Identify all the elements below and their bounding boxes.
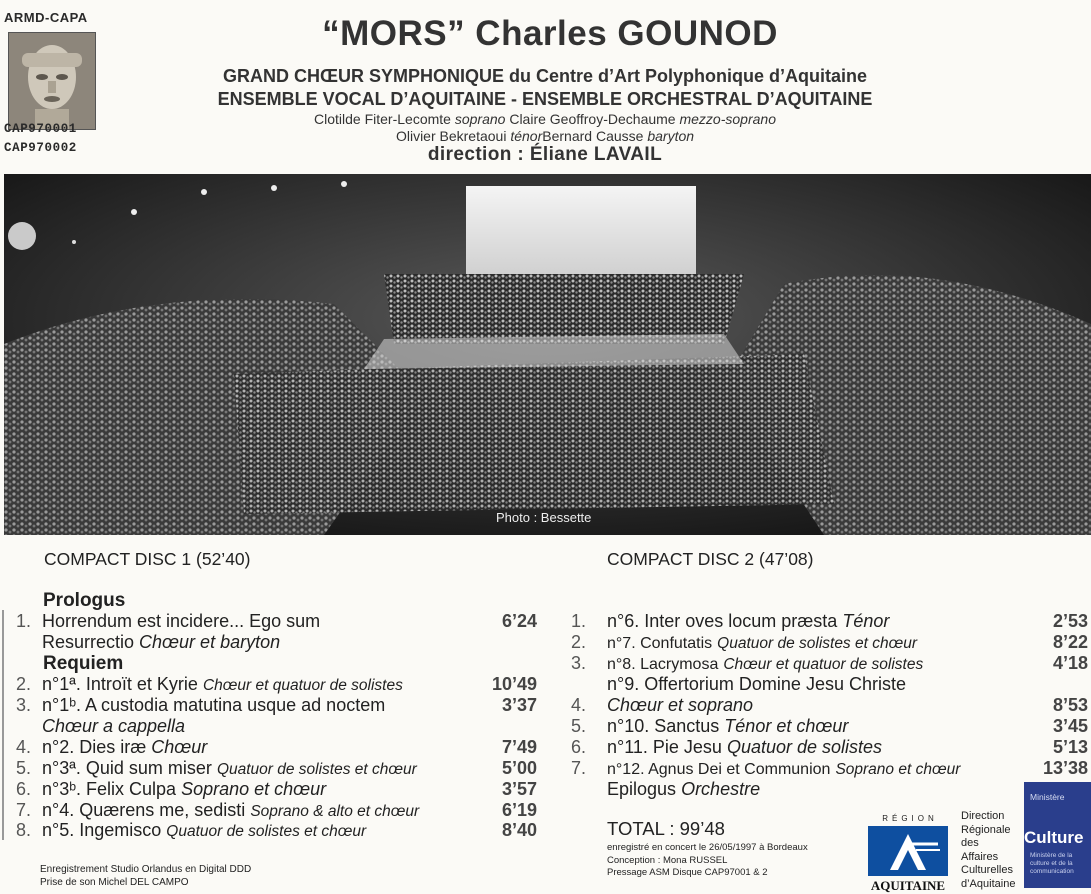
track-duration: 2’53 bbox=[1052, 611, 1088, 631]
disc1-track-continued: Chœur a cappella bbox=[42, 716, 186, 736]
soloists bbox=[100, 111, 990, 145]
disc1-track: 1. Horrendum est incidere... Ego sum bbox=[16, 611, 321, 631]
label-name: ARMD-CAPA bbox=[4, 10, 88, 25]
ensemble-line: ENSEMBLE VOCAL D’AQUITAINE - ENSEMBLE ORCHESTRAL D’AQUITAINE bbox=[217, 89, 873, 109]
catalog-number-2: CAP970002 bbox=[4, 141, 77, 155]
total-duration: TOTAL : 99’48 bbox=[607, 818, 725, 839]
region-aquitaine-logo: RÉGION AQUITAINE bbox=[866, 814, 950, 892]
region-emblem-icon bbox=[868, 826, 948, 876]
album-title: “MORS” Charles GOUNOD bbox=[322, 14, 778, 53]
disc2-track: 7. n°12. Agnus Dei et Communion Soprano et chœur bbox=[571, 758, 961, 778]
soloist-role: ténor bbox=[510, 128, 543, 144]
track-duration: 4’18 bbox=[1052, 653, 1088, 673]
catalog-number-1: CAP970001 bbox=[4, 122, 77, 136]
track-duration: 13’38 bbox=[1042, 758, 1088, 778]
track-duration: 5’00 bbox=[501, 758, 537, 778]
soloist-name: Claire Geoffroy-Dechaume bbox=[509, 111, 676, 127]
track-duration: 6’19 bbox=[501, 800, 537, 820]
recording-credits: Enregistrement Studio Orlandus en Digital DDD Prise de son Michel DEL CAMPO bbox=[40, 864, 252, 888]
disc1-track-continued: Resurrectio Chœur et baryton bbox=[42, 632, 281, 652]
track-duration: 8’22 bbox=[1052, 632, 1088, 652]
concert-photo bbox=[4, 174, 1091, 535]
section-requiem: Requiem bbox=[43, 653, 124, 674]
soloist-role: baryton bbox=[647, 128, 695, 144]
disc1-heading: COMPACT DISC 1 (52’40) bbox=[44, 549, 251, 569]
margin-rule bbox=[2, 610, 4, 840]
photo-credit: Photo : Bessette bbox=[496, 510, 592, 525]
track-duration: 6’24 bbox=[501, 611, 537, 631]
disc2-track: 1. n°6. Inter oves locum præsta Ténor bbox=[571, 611, 890, 631]
track-duration: 8’53 bbox=[1052, 695, 1088, 715]
ministere-culture-logo: Ministère Culture Ministère de la culture et de la communication bbox=[1024, 782, 1091, 888]
disc2-track: 2. n°7. Confutatis Quatuor de solistes et chœur bbox=[571, 632, 918, 652]
conductor: direction : Éliane LAVAIL bbox=[427, 144, 663, 165]
track-duration: 10’49 bbox=[491, 674, 537, 694]
track-duration: 3’57 bbox=[501, 779, 537, 799]
mask-logo-image bbox=[8, 32, 96, 130]
track-duration: 3’37 bbox=[501, 695, 537, 715]
soloist-name: Clotilde Fiter-Lecomte bbox=[314, 111, 451, 127]
disc1-track: 2. n°1ª. Introït et Kyrie Chœur et quatuor de solistes bbox=[16, 674, 403, 694]
soloist-name: Olivier Bekretaoui bbox=[395, 128, 507, 144]
soloist-role: mezzo-soprano bbox=[679, 111, 776, 127]
soloist-name: Bernard Causse bbox=[542, 128, 644, 144]
disc1-track: 7. n°4. Quærens me, sedisti Soprano & alto et chœur bbox=[16, 800, 420, 820]
disc2-track: 3. n°8. Lacrymosa Chœur et quatuor de solistes bbox=[571, 653, 924, 673]
choir-line: GRAND CHŒUR SYMPHONIQUE du Centre d’Art Polyphonique d’Aquitaine bbox=[222, 66, 867, 86]
disc2-track: 4. Chœur et soprano bbox=[571, 695, 754, 715]
disc1-track: 4. n°2. Dies iræ Chœur bbox=[16, 737, 208, 757]
disc1-track: 8. n°5. Ingemisco Quatuor de solistes et chœur bbox=[16, 820, 367, 840]
drac-text: Direction Régionale des Affaires Culturelles d’Aquitaine bbox=[961, 810, 1016, 890]
disc1-track: 3. n°1ᵇ. A custodia matutina usque ad noctem bbox=[16, 695, 386, 715]
soloist-role: soprano bbox=[454, 111, 506, 127]
disc1-track: 6. n°3ᵇ. Felix Culpa Soprano et chœur bbox=[16, 779, 327, 799]
track-duration: 8’40 bbox=[501, 820, 537, 840]
disc2-track: 5. n°10. Sanctus Ténor et chœur bbox=[571, 716, 849, 736]
label-logo bbox=[4, 10, 96, 160]
track-duration: 3’45 bbox=[1052, 716, 1088, 736]
track-duration: 5’13 bbox=[1052, 737, 1088, 757]
section-prologus: Prologus bbox=[43, 590, 126, 611]
production-credits: enregistré en concert le 26/05/1997 à Bordeaux Conception : Mona RUSSEL Pressage ASM Disque CAP97001 & 2 bbox=[607, 842, 808, 878]
disc1-track: 5. n°3ª. Quid sum miser Quatuor de solistes et chœur bbox=[16, 758, 417, 778]
track-duration: 7’49 bbox=[501, 737, 537, 757]
disc2-track: 6. n°11. Pie Jesu Quatuor de solistes bbox=[571, 737, 883, 757]
disc2-track-continued: Epilogus Orchestre bbox=[607, 779, 761, 799]
disc2-heading: COMPACT DISC 2 (47’08) bbox=[607, 549, 814, 569]
disc2-track-continued: n°9. Offertorium Domine Jesu Christe bbox=[607, 674, 906, 694]
